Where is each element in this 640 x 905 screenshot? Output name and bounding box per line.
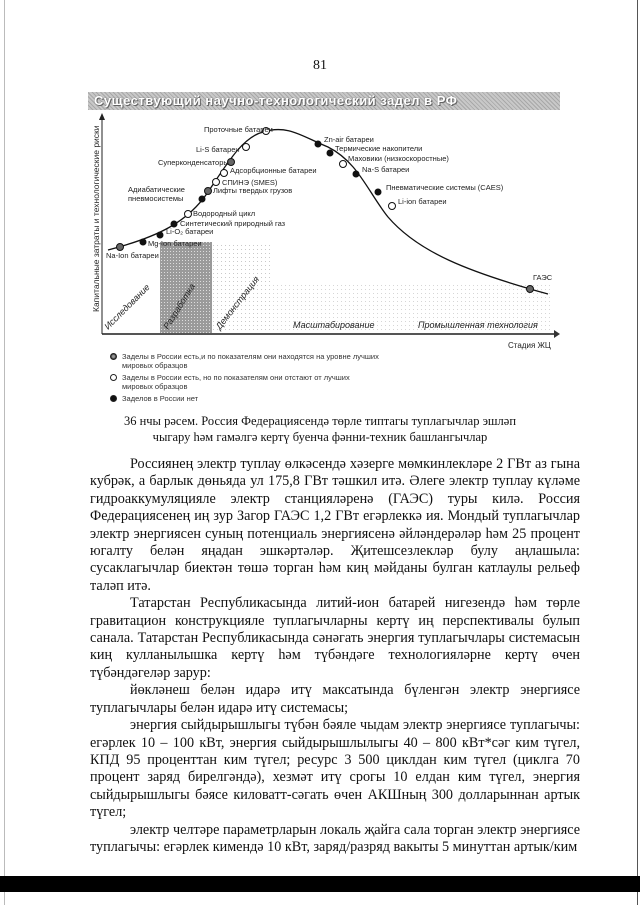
svg-text:Маховики (низкоскоростные): Маховики (низкоскоростные)	[348, 154, 449, 163]
paragraph: энергия сыйдырышлыгы түбән бәяле чыдам электр энергиясе туплагычы: егәрлек 10 – 100 кВт, энергия сыйдырышлылыгы 40 – 800 кВт*сәг ким түгел, КПД 95 проценттан ким түгел; ресурс 3 500 циклдан ким түгел (циклга 70 процент заряд бирелгәндә), хезмәт итү срогы 10 елдан ким түгел, энергия сыйдырышлыгы бәясе киловатт-сәгать өчен АКШның 300 долларыннан артык түгел;	[90, 717, 580, 821]
legend-item-gray: Заделы в России есть,и по показателям они находятся на уровне лучших мировых образцов	[110, 352, 382, 370]
paragraph: Татарстан Республикасында литий-ион батарей нигезендә һәм төрле гравитацион конструкцияле туплагычларны кертү иң перспективалы булып санала. Татарстан Республикасында сәнәгать энергия туплагычлары системасын киң кулланылышка кертү һәм түбәндәге технологияләрне кертү өчен түбәндәгеләр зарур:	[90, 595, 580, 681]
svg-text:Пневматические системы (CAES): Пневматические системы (CAES)	[386, 183, 504, 192]
stage-development: Разработка	[161, 281, 198, 332]
svg-text:Синтетический природный газ: Синтетический природный газ	[180, 219, 286, 228]
scan-bottom-bar	[0, 876, 640, 892]
scan-edge-left	[4, 0, 5, 905]
figure-caption: 36 нчы рәсем. Россия Федерациясендә төрле типтагы туплагычлар эшләп чыгару һәм гамәлгә кертү буенча фәнни-техник башлангычлар	[123, 414, 517, 444]
point-label: Na-Ion батареи	[106, 251, 159, 260]
x-axis-label: Стадия ЖЦ	[508, 341, 551, 350]
paragraph: йөкләнеш белән идарә итү максатында бүленгән электр энергиясе туплагычлары белән идарә итү системасы;	[90, 682, 580, 716]
paragraph: Россиянең электр туплау өлкәсендә хәзерге мөмкинлекләре 2 ГВт аз гына кубрәк, а барлык дөньяда ул 175,8 ГВт тәшкил итә. Әлеге электр туплау күләме гидроаккумуляцияле электр станцияләренә (ГАЭС) туры килә. Россия Федерациясенең иң зур Загор ГАЭС 1,2 ГВт егәрлеккә ия. Мондый туплагычлар электр энергиясен суның потенциаль энергиясенә әйләндерәләр һәм 25 процент югалту белән яңадан эшкәртәләр. Җитешсезлекләр булу аңлашыла: сусаклагычлар биектән төшә торган һәм киң мәйданы булган катлаулы рельеф таләп итә.	[90, 456, 580, 594]
svg-text:Лифты твердых грузов: Лифты твердых грузов	[213, 186, 293, 195]
stage-industrial: Промышленная технология	[418, 320, 538, 330]
figure-title: Существующий научно-технологический задел в РФ	[94, 93, 458, 108]
gray-dot-icon	[110, 353, 117, 360]
open-circle-icon	[110, 374, 117, 381]
figure	[88, 92, 560, 404]
black-dot-icon	[110, 395, 117, 402]
svg-text:Li-S батареи: Li-S батареи	[196, 145, 240, 154]
svg-text:Термические накопители: Термические накопители	[335, 144, 423, 153]
svg-text:Li-O₂ батареи: Li-O₂ батареи	[166, 227, 214, 236]
svg-text:Адиабатические: Адиабатические	[128, 185, 185, 194]
figure-legend	[110, 352, 382, 406]
svg-text:Водородный цикл: Водородный цикл	[193, 209, 256, 218]
page-number: 81	[313, 58, 327, 73]
svg-text:Na-S батареи: Na-S батареи	[362, 165, 410, 174]
paragraph: электр челтәре параметрларын локаль җайга сала торган электр энергиясе туплагычы: егәрлек кимендә 10 кВт, заряд/разряд вакыты 5 минуттан артык/ким	[90, 821, 580, 855]
svg-text:Адсорбционные батареи: Адсорбционные батареи	[230, 166, 317, 175]
legend-item-black: Заделов в России нет	[110, 394, 382, 403]
stage-scaling: Масштабирование	[293, 320, 375, 330]
svg-text:ГАЭС: ГАЭС	[533, 273, 553, 282]
svg-text:СПИНЭ (SMES): СПИНЭ (SMES)	[222, 178, 278, 187]
legend-item-open: Заделы в России есть, но по показателям они отстают от лучших мировых образцов	[110, 373, 382, 391]
svg-text:Проточные батареи: Проточные батареи	[204, 125, 273, 134]
lifecycle-chart	[88, 112, 560, 352]
scan-edge-right	[637, 0, 638, 905]
svg-text:Li-ion батареи: Li-ion батареи	[398, 197, 447, 206]
svg-text:Суперконденсаторы: Суперконденсаторы	[158, 158, 229, 167]
y-axis-label: Капитальные затраты и технологические риски	[91, 125, 101, 312]
body-text	[90, 456, 580, 856]
stage-research: Исследование	[102, 282, 152, 332]
svg-text:пневмосистемы: пневмосистемы	[128, 194, 184, 203]
svg-text:Zn-air батареи: Zn-air батареи	[324, 135, 374, 144]
figure-title-bar	[88, 92, 560, 110]
svg-text:Mg-Ion батареи: Mg-Ion батареи	[148, 239, 202, 248]
stage-demonstration: Демонстрация	[213, 274, 262, 332]
